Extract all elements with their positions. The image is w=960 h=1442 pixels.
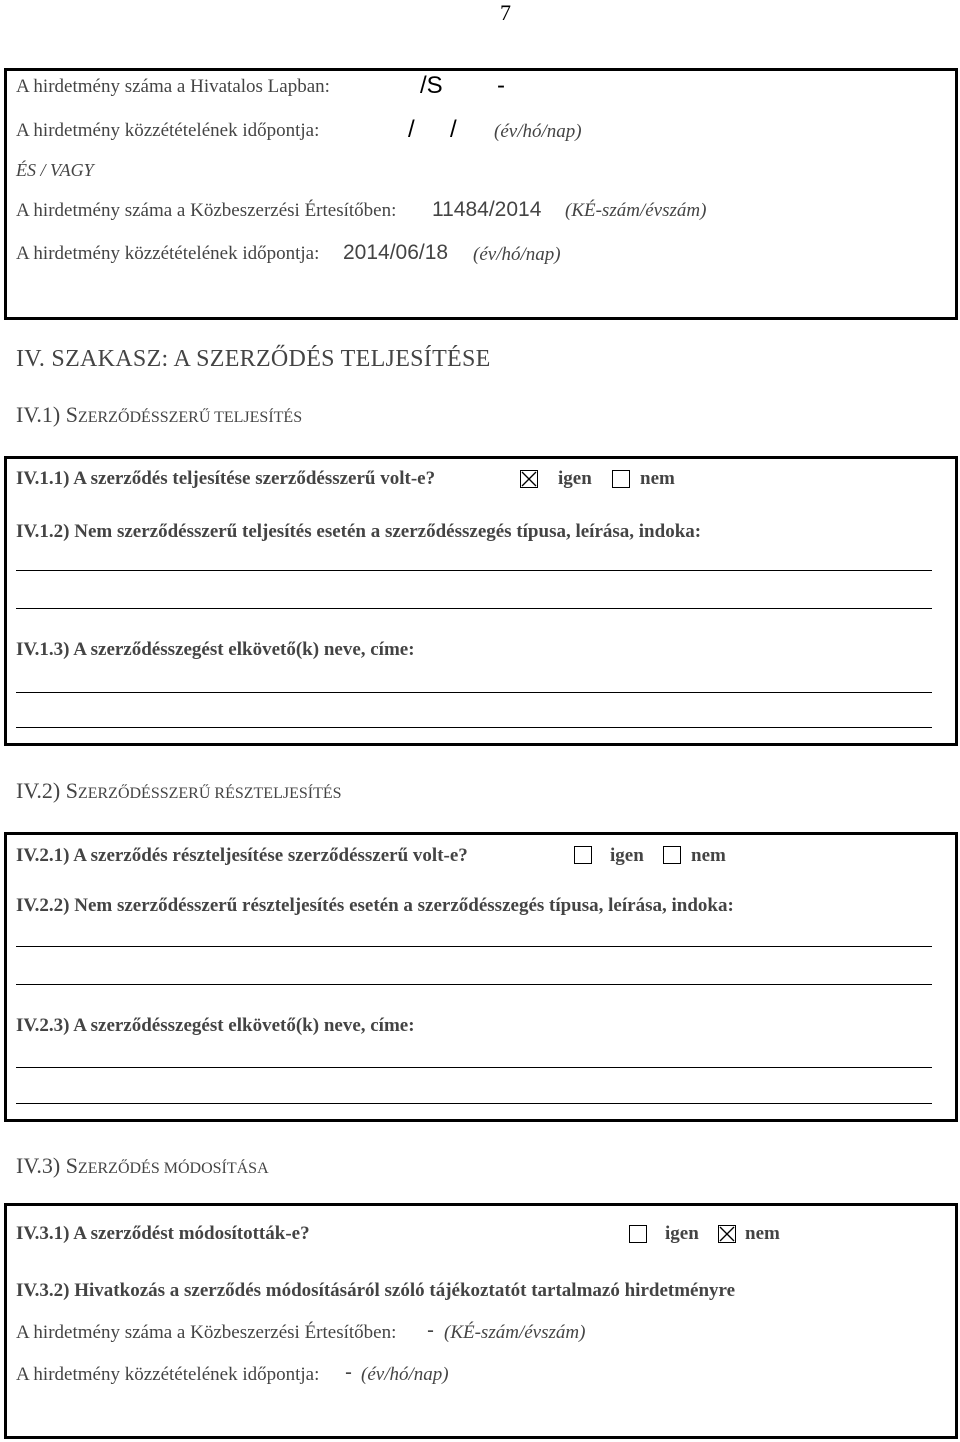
option-nem-label: nem: [745, 1223, 780, 1244]
option-igen-label: igen: [558, 468, 592, 489]
question-iv-3-2: IV.3.2) Hivatkozás a szerződés módosításáról szóló tájékoztatót tartalmazó hirdetményre: [16, 1280, 736, 1301]
answer-line[interactable]: [16, 727, 932, 728]
subsection-heading-iv1: [16, 402, 302, 428]
heading-smallcaps: ZERZŐDÉS MÓDOSÍTÁSA: [77, 1160, 269, 1177]
heading-prefix: IV.1) S: [16, 402, 78, 427]
mod-ke-number-hint: (KÉ-szám/évszám): [444, 1322, 586, 1343]
mod-ke-date-value: -: [345, 1361, 352, 1384]
pub-date-hint: (év/hó/nap): [494, 121, 582, 142]
pub-date-label: A hirdetmény közzétételének időpontja:: [16, 120, 320, 141]
notice-reference-box: [4, 68, 958, 320]
ke-date-value: 2014/06/18: [343, 241, 449, 264]
official-journal-label: A hirdetmény száma a Hivatalos Lapban:: [16, 76, 330, 97]
answer-line[interactable]: [16, 1067, 932, 1068]
official-journal-value: /S: [420, 72, 443, 99]
mod-ke-number-value: -: [427, 1319, 434, 1342]
question-iv-2-3: IV.2.3) A szerződésszegést elkövető(k) neve, címe:: [16, 1015, 415, 1036]
or-label: ÉS / VAGY: [16, 160, 94, 180]
checkbox-iv-1-1-igen[interactable]: [520, 470, 538, 488]
mod-ke-number-label: A hirdetmény száma a Közbeszerzési Értesítőben:: [16, 1322, 397, 1343]
option-nem-label: nem: [691, 845, 726, 866]
pub-date-slash-2: /: [450, 116, 457, 143]
iv1-box: [4, 456, 958, 746]
answer-line[interactable]: [16, 608, 932, 609]
checkbox-iv-2-1-igen[interactable]: [574, 846, 592, 864]
answer-line[interactable]: [16, 692, 932, 693]
checkbox-iv-2-1-nem[interactable]: [663, 846, 681, 864]
heading-prefix: IV.3) S: [16, 1153, 78, 1178]
answer-line[interactable]: [16, 1103, 932, 1104]
ke-number-value: 11484/2014: [432, 198, 542, 221]
question-iv-1-1: IV.1.1) A szerződés teljesítése szerződésszerű volt-e?: [16, 468, 436, 489]
question-iv-1-3: IV.1.3) A szerződésszegést elkövető(k) neve, címe:: [16, 639, 415, 660]
option-igen-label: igen: [610, 845, 644, 866]
option-nem-label: nem: [640, 468, 675, 489]
checkbox-iv-3-1-igen[interactable]: [629, 1225, 647, 1243]
option-igen-label: igen: [665, 1223, 699, 1244]
ke-date-label: A hirdetmény közzétételének időpontja:: [16, 243, 320, 264]
question-iv-1-2: IV.1.2) Nem szerződésszerű teljesítés esetén a szerződésszegés típusa, leírása, indoka:: [16, 521, 702, 542]
ke-number-hint: (KÉ-szám/évszám): [565, 200, 707, 221]
subsection-heading-iv2: [16, 778, 342, 804]
pub-date-slash-1: /: [408, 116, 415, 143]
official-journal-dash: -: [497, 72, 505, 99]
check-x-icon: [719, 1226, 737, 1244]
heading-smallcaps: ZERZŐDÉSSZERŰ RÉSZTELJESÍTÉS: [77, 785, 342, 802]
checkbox-iv-3-1-nem[interactable]: [718, 1225, 736, 1243]
mod-ke-date-label: A hirdetmény közzétételének időpontja:: [16, 1364, 320, 1385]
heading-prefix: IV.2) S: [16, 778, 78, 803]
answer-line[interactable]: [16, 946, 932, 947]
answer-line[interactable]: [16, 984, 932, 985]
ke-date-hint: (év/hó/nap): [473, 244, 561, 265]
heading-smallcaps: ZERZŐDÉSSZERŰ TELJESÍTÉS: [77, 409, 303, 426]
answer-line[interactable]: [16, 570, 932, 571]
section-title: IV. SZAKASZ: A SZERZŐDÉS TELJESÍTÉSE: [16, 346, 491, 372]
mod-ke-date-hint: (év/hó/nap): [361, 1364, 449, 1385]
checkbox-iv-1-1-nem[interactable]: [612, 470, 630, 488]
ke-number-label: A hirdetmény száma a Közbeszerzési Értesítőben:: [16, 200, 397, 221]
question-iv-2-2: IV.2.2) Nem szerződésszerű részteljesítés esetén a szerződésszegés típusa, leírása, indoka:: [16, 895, 734, 916]
page-number: 7: [500, 0, 511, 25]
check-x-icon: [521, 471, 539, 489]
question-iv-3-1: IV.3.1) A szerződést módosították-e?: [16, 1223, 310, 1244]
subsection-heading-iv3: [16, 1153, 269, 1179]
question-iv-2-1: IV.2.1) A szerződés részteljesítése szerződésszerű volt-e?: [16, 845, 468, 866]
iv2-box: [4, 832, 958, 1122]
